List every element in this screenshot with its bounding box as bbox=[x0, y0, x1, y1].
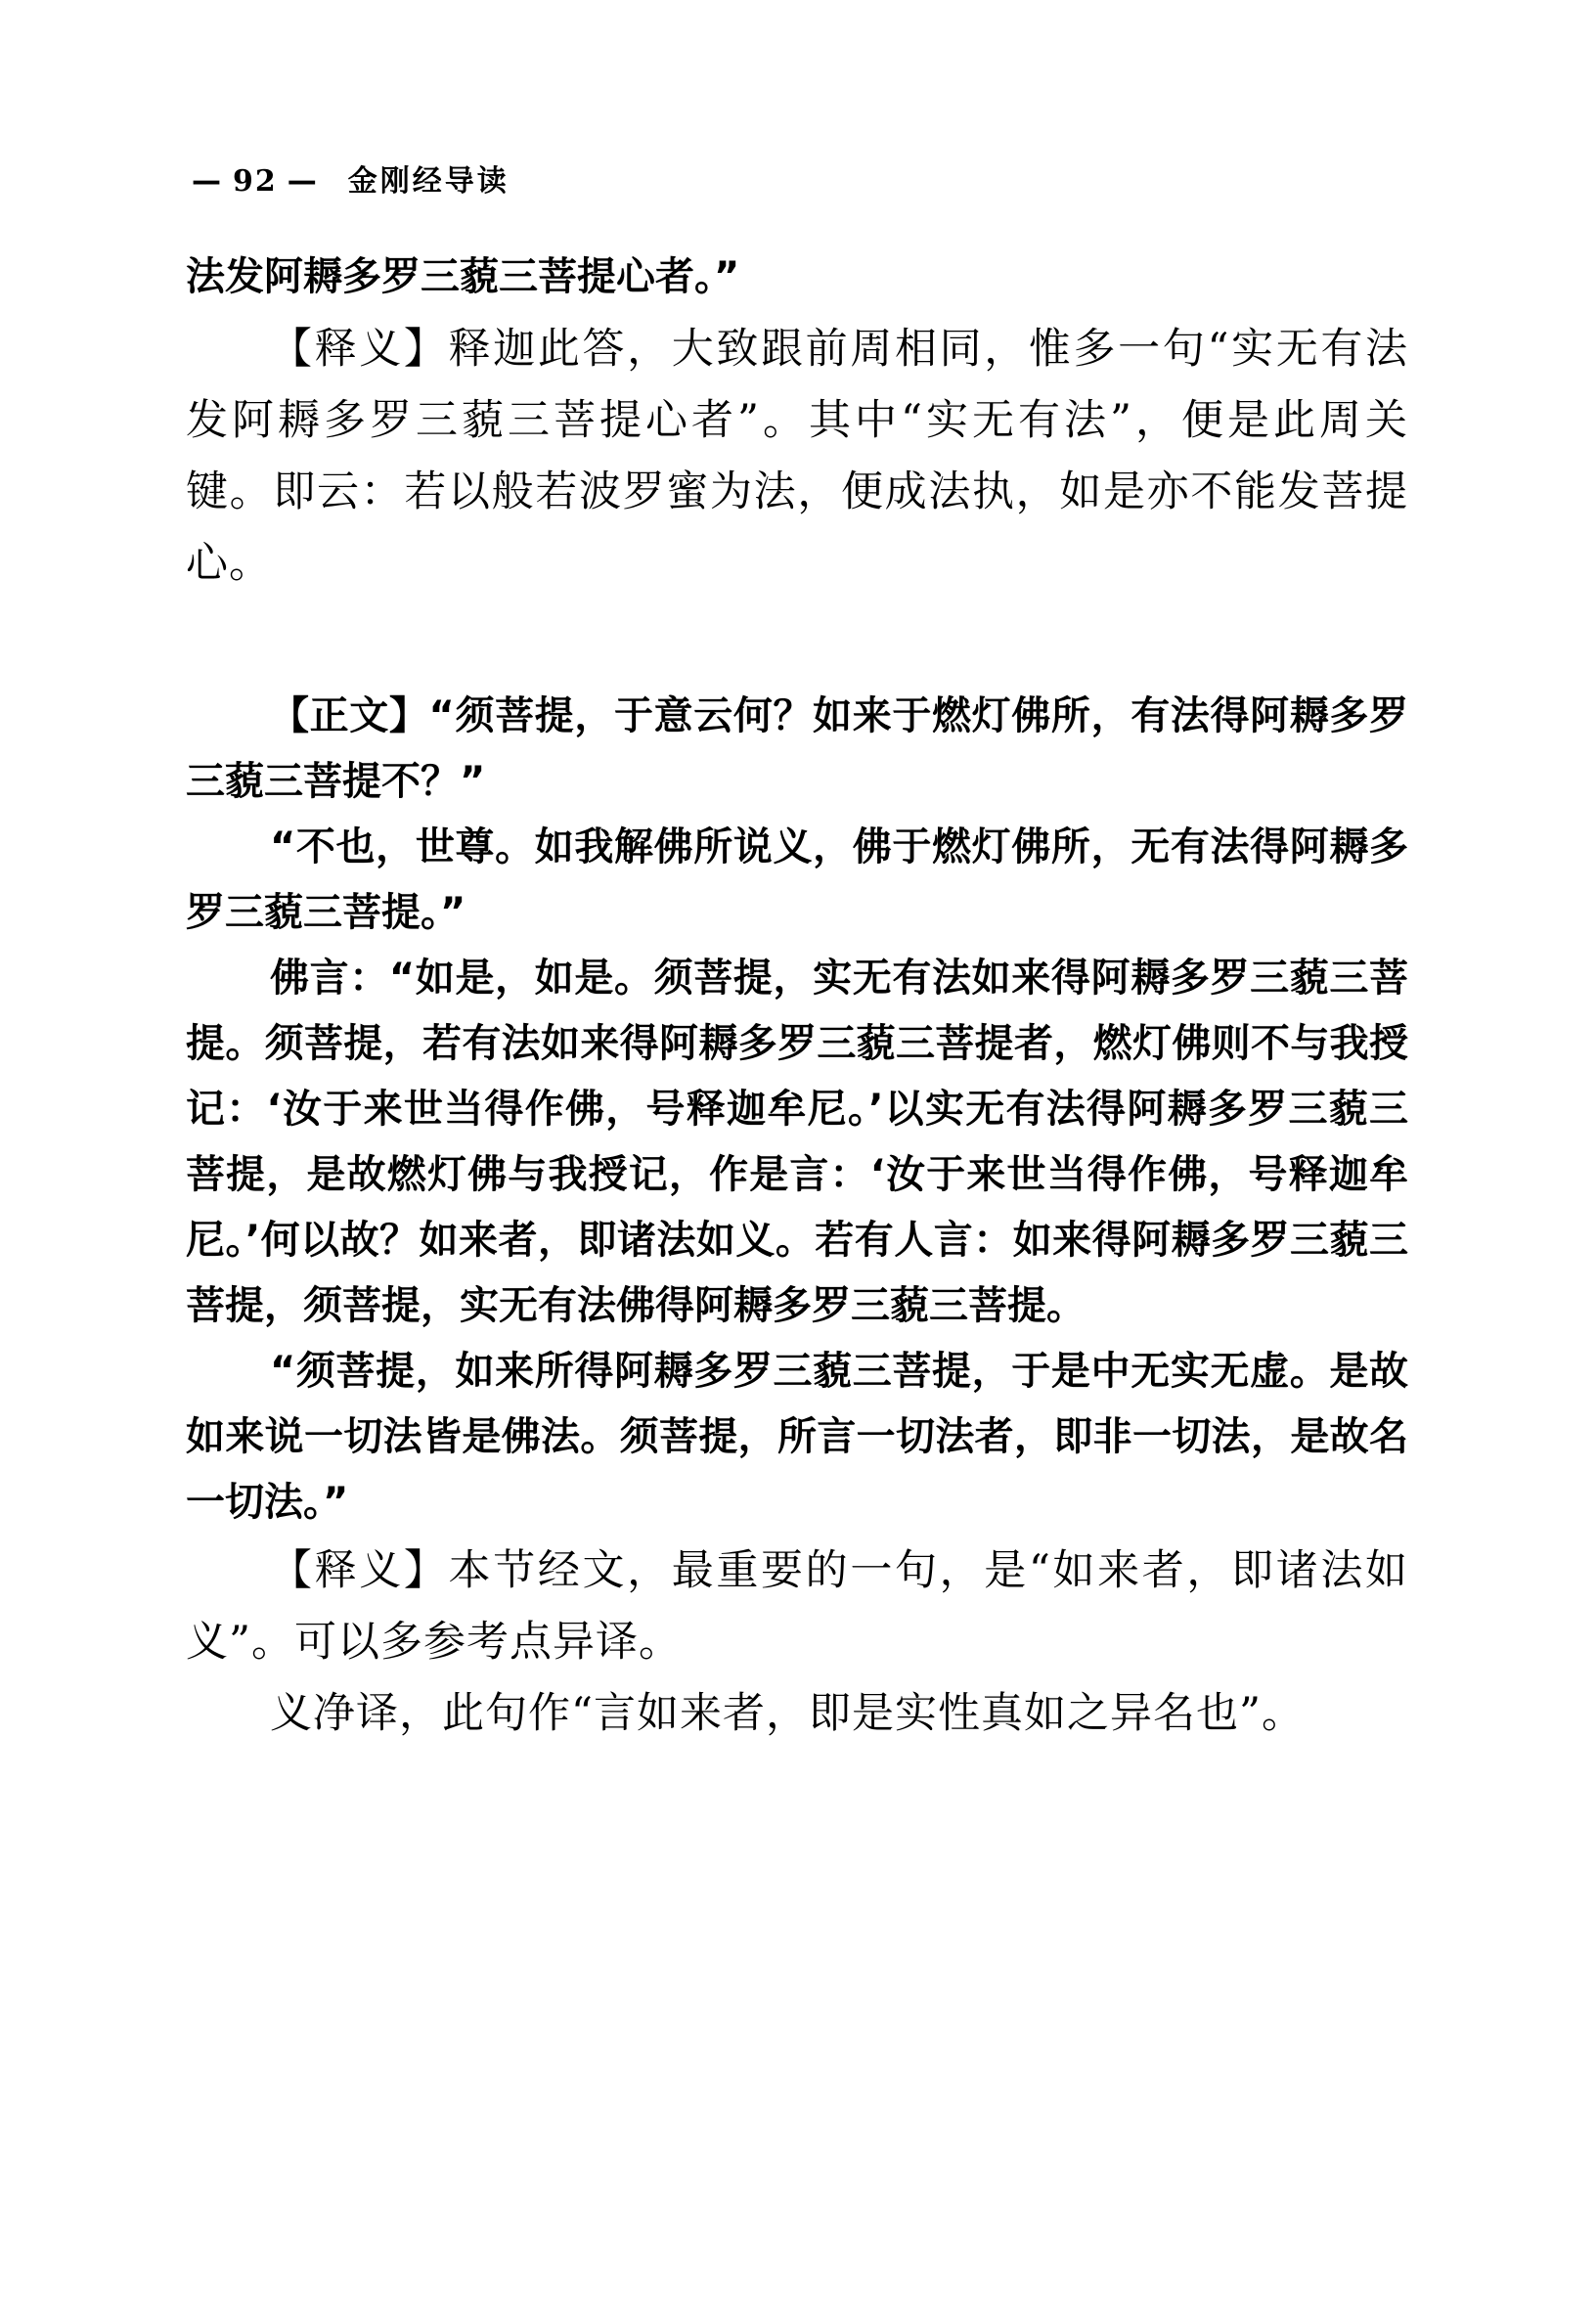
page-number: 92 bbox=[233, 164, 278, 199]
paragraph-shiyi-2: 【释义】本节经文，最重要的一句，是“如来者，即诸法如义”。可以多参考点异译。 bbox=[186, 1546, 1408, 1667]
paragraph-zhengwen-3: 佛言：“如是，如是。须菩提，实无有法如来得阿耨多罗三藐三菩提。须菩提，若有法如来得阿耨多罗三藐三菩提者，燃灯佛则不与我授记：‘汝于来世当得作佛，号释迦牟尼。’以实无有法得阿耨多罗三藐三菩提，是故燃灯佛与我授记，作是言：‘汝于来世当得作佛，号释迦牟尼。’何以故？如来者，即诸法如义。若有人言：如来得阿耨多罗三藐三菩提，须菩提，实无有法佛得阿耨多罗三藐三菩提。 bbox=[186, 956, 1408, 1328]
paragraph-shiyi-3: 义净译，此句作“言如来者，即是实性真如之异名也”。 bbox=[270, 1689, 1305, 1738]
paragraph-zhengwen-2: “不也，世尊。如我解佛所说义，佛于燃灯佛所，无有法得阿耨多罗三藐三菩提。” bbox=[186, 824, 1408, 935]
page-header bbox=[186, 156, 510, 200]
header-right-dash: — bbox=[287, 164, 319, 199]
header-left-dash: — bbox=[192, 164, 223, 199]
page-body bbox=[186, 245, 1408, 1750]
paragraph-zhengwen-4: “须菩提，如来所得阿耨多罗三藐三菩提，于是中无实无虚。是故如来说一切法皆是佛法。须菩提，所言一切法者，即非一切法，是故名一切法。” bbox=[186, 1349, 1408, 1525]
paragraph-zhengwen-1: 【正文】“须菩提，于意云何？如来于燃灯佛所，有法得阿耨多罗三藐三菩提不？” bbox=[186, 693, 1408, 804]
paragraph-shiyi-1: 【释义】释迦此答，大致跟前周相同，惟多一句“实无有法发阿耨多罗三藐三菩提心者”。其中“实无有法”，便是此周关键。即云：若以般若波罗蜜为法，便成法执，如是亦不能发菩提心。 bbox=[186, 325, 1408, 588]
book-title: 金刚经导读 bbox=[347, 164, 510, 199]
paragraph-line-continuation: 法发阿耨多罗三藐三菩提心者。” bbox=[186, 254, 740, 299]
